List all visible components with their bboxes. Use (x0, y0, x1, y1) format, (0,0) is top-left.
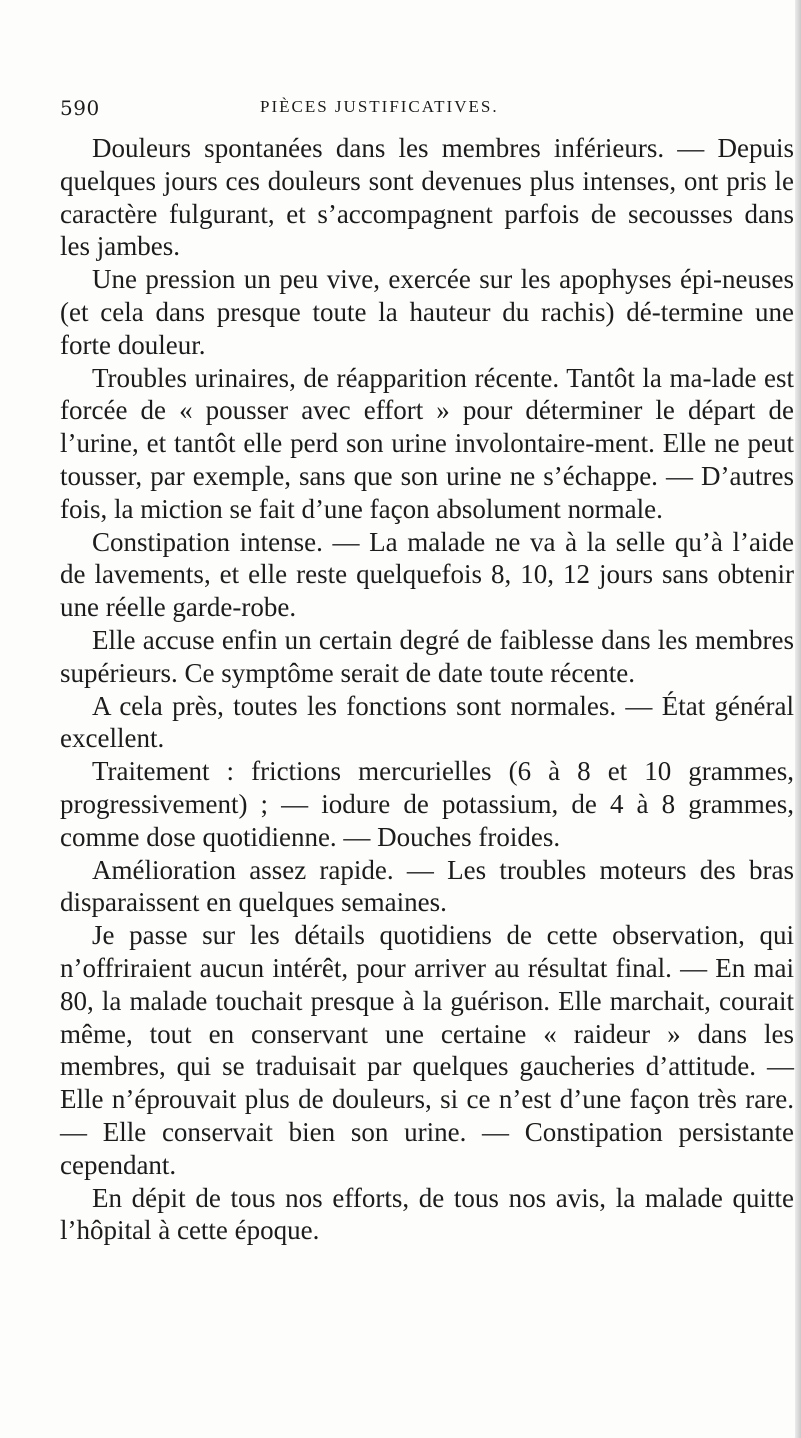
paragraph: Elle accuse enfin un certain degré de faiblesse dans les membres supérieurs. Ce symptôme serait de date toute récente. (60, 624, 794, 688)
paragraph: Traitement : frictions mercurielles (6 à 8 et 10 grammes, progressivement) ; — iodure de potassium, de 4 à 8 grammes, comme dose quotidienne. — Douches froides. (60, 756, 794, 852)
page-header (60, 96, 760, 126)
paragraph: Troubles urinaires, de réapparition récente. Tantôt la ma-lade est forcée de « pousser avec effort » pour déterminer le départ de l’urine, et tantôt elle perd son urine involontaire-ment. Elle ne peut tousser, par exemple, sans que son urine ne s’échappe. — D’autres fois, la miction se fait d’une façon absolument normale. (60, 362, 794, 524)
page-number: 590 (60, 96, 100, 120)
body-text (60, 132, 794, 1247)
page-edge-shadow (795, 0, 801, 1438)
paragraph: Je passe sur les détails quotidiens de cette observation, qui n’offriraient aucun intérêt, pour arriver au résultat final. — En mai 80, la malade touchait presque à la guérison. Elle marchait, courait même, tout en conservant une certaine « raideur » dans les membres, qui se traduisait par quelques gaucheries d’attitude. — Elle n’éprouvait plus de douleurs, si ce n’est d’une façon très rare. — Elle conservait bien son urine. — Constipation persistante cependant. (60, 920, 794, 1180)
running-title: PIÈCES JUSTIFICATIVES. (260, 97, 499, 116)
paragraph: Douleurs spontanées dans les membres inférieurs. — Depuis quelques jours ces douleurs sont devenues plus intenses, ont pris le caractère fulgurant, et s’accompagnent parfois de secousses dans les jambes. (60, 133, 794, 262)
paragraph: Constipation intense. — La malade ne va à la selle qu’à l’aide de lavements, et elle reste quelquefois 8, 10, 12 jours sans obtenir une réelle garde-robe. (60, 526, 794, 623)
paragraph: A cela près, toutes les fonctions sont normales. — État général excellent. (60, 690, 794, 754)
paragraph: En dépit de tous nos efforts, de tous nos avis, la malade quitte l’hôpital à cette époque. (60, 1182, 794, 1246)
paragraph: Amélioration assez rapide. — Les troubles moteurs des bras disparaissent en quelques semaines. (60, 854, 794, 918)
paragraph: Une pression un peu vive, exercée sur les apophyses épi-neuses (et cela dans presque toute la hauteur du rachis) dé-termine une forte douleur. (60, 264, 794, 360)
